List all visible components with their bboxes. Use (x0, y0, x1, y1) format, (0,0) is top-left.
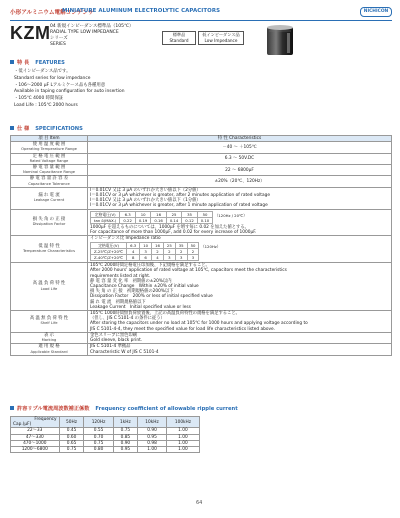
spec-row-marking: 表 示 Marking 金色スリーブに黒色印刷 Gold sleeve, black print. (11, 332, 392, 343)
tan-note-jp: 1000μF を超えるものについては、1000μF を増す毎に 0.02 を加えた値とする。 (90, 224, 249, 230)
spec-row-tan: 損 失 角 の 正 接 Dissipation Factor 定格電圧(V) 6.3 10 16 25 35 50 tan δ(MAX.) 0.22 0.19 0.16 0.14 0.12 0.10 （120Hz / 20℃） 1000μF を超えるものについては、1000μF を増す毎に 0.02 を加えた値とする。 For capacitance of more than 1000μF, add 0.02 for every increase of 1000μF. (11, 209, 392, 235)
header-en-title: MINIATURE ALUMINUM ELECTROLYTIC CAPACITORS (62, 8, 221, 14)
series-name: KZM (10, 23, 51, 43)
specs-heading-jp: 仕 様 (17, 126, 30, 132)
ripple-heading-en: Frequency coefficient of allowable ripple current (95, 406, 238, 412)
spec-row-loadlife: 高 温 負 荷 特 性 Load Life 105℃ 2000時間定格電圧印加後、下記規格を満足すること。 After 2000 hours' application of rated voltage at 105℃, capacitors meet the characteristics requirements listed at right. 静 電 容 量 変 化 率 初期値の±20%以内 Capacitance Change Within ±20% of initial value 損 失 角 の 正 接 初期規格値の200%以下 Dissipation Factor 200% or less of initial specified value 漏 れ 電 流 初期規格値以下 Leakage Current Initial specified value or less (11, 263, 392, 311)
features-list (14, 69, 125, 110)
page-number: 64 (196, 500, 203, 506)
ripple-row: 1200～6800 0.75 0.80 0.95 1.00 1.00 (11, 447, 200, 453)
spec-value: 6.3 ～ 50V.DC (88, 153, 392, 164)
spec-row-standard: 適 用 規 格 Applicable Standard JIS C 5101-4 準拠品 Characteristic W of JIS C 5101-4 (11, 344, 392, 355)
ripple-header-row: Frequency Cap.(μF) 50Hz 120Hz 1kHz 10kHz 100kHz (11, 417, 200, 428)
spec-row-leakage: 漏 れ 電 流 Leakage Current I＝0.01CV 又は 3 μA のいずれか大きい値以下（2分値） I＝0.01CV or 3 μA whichever is greater, after 2 minutes application of rated voltage I＝0.01CV 又は 3 μA のいずれか大きい値以下（1分値） I＝0.01CV or 3 μA whichever is greater, after 1 minute application of rated voltage (11, 187, 392, 209)
ripple-heading-jp: 許容リプル電流周波数補正係数 (17, 406, 90, 412)
square-bullet-icon (10, 126, 14, 130)
specs-heading-en: SPECIFICATIONS (35, 126, 83, 132)
tan-note-en: For capacitance of more than 1000μF, add 0.02 for every increase of 1000μF. (90, 229, 257, 235)
subtitle-line: 04 新規インピーダンス標準品（105℃） (50, 24, 134, 29)
ripple-row: 22～33 0.45 0.55 0.75 0.90 1.00 (11, 428, 200, 434)
spec-value: 22 ～ 6800μF (88, 165, 392, 176)
low-impedance-box-en: Low Impedance (204, 38, 238, 43)
spec-row: 静 電 容 量 許 容 差 Capacitance Tolerance ±20%（20℃、120Hz） (11, 176, 392, 187)
features-heading (10, 60, 65, 67)
spec-table (10, 135, 392, 356)
header-jp-title: 小形アルミニウム電解コンデンサ (10, 10, 94, 16)
features-heading-en: FEATURES (35, 60, 65, 66)
feature-line: Load Life : 105℃ 2000 hours (14, 102, 78, 108)
feature-line: ・106～2000 μF Lアルミケース品も各種用意 (14, 82, 106, 88)
spec-row-shelf: 高 温 無 負 荷 特 性 Shelf Life 105℃ 1000時間無負荷放置後、上記の高温負荷特性の規格を満足すること。 （但し、JIS C 5101-4 の条件に従う） After storing the capacitors under no load at 105℃ for 1000 hours and applying voltage according to JIS C 5101-4-4, they meet the specified value for load life characteristics listed above. (11, 311, 392, 333)
spec-value: －40 ～ ＋105℃ (88, 142, 392, 153)
square-bullet-icon (10, 60, 14, 64)
spec-row: 定 格 電 圧 範 囲 Rated Voltage Range 6.3 ～ 50V.DC (11, 153, 392, 164)
ripple-row: 470～1000 0.65 0.75 0.90 0.98 1.00 (11, 440, 200, 446)
lowtemp-label: インピーダンス比 Impedance ratio (90, 236, 161, 242)
spec-row-lowtemp: 低 温 特 性 Temperature Characteristics インピーダンス比 Impedance ratio 定格電圧(V) 6.3 10 16 25 35 50 Z-25℃/Z+20℃ 4 3 2 2 2 2 Z-40℃/Z+20℃ 8 6 4 3 3 3 （120Hz） (11, 236, 392, 263)
low-impedance-box (198, 31, 244, 45)
standard-box-jp: 標準品 (172, 32, 186, 37)
lowtemp-table: 定格電圧(V) 6.3 10 16 25 35 50 Z-25℃/Z+20℃ 4 3 2 2 2 2 Z-40℃/Z+20℃ 8 6 4 3 3 3 (90, 242, 199, 261)
ripple-table (10, 416, 200, 453)
leakage-line: I＝0.01CV or 3 μA whichever is greater, after 1 minute application of rated voltage (90, 203, 268, 209)
features-heading-jp: 特 長 (17, 60, 30, 66)
feature-line: Available in taping configuration for auto insertion (14, 89, 125, 95)
spec-row: 使 用 温 度 範 囲 Operating Temperature Range －40 ～ ＋105℃ (11, 142, 392, 153)
low-impedance-box-jp: 低インピーダンス品 (202, 32, 240, 37)
feature-line: ・低インピーダンス品です。 (14, 69, 71, 74)
tan-table: 定格電圧(V) 6.3 10 16 25 35 50 tan δ(MAX.) 0.22 0.19 0.16 0.14 0.12 0.10 (90, 211, 213, 224)
standard-box (162, 31, 196, 45)
leakage-line: I＝0.01CV 又は 3 μA のいずれか大きい値以下（1分値） (90, 198, 201, 204)
spec-row: 静 電 容 量 範 囲 Nominal Capacitance Range 22 ～ 6800μF (11, 165, 392, 176)
brand-logo: NICHICON (360, 7, 392, 17)
subtitle-line: シリーズ (50, 36, 68, 41)
leakage-line: I＝0.01CV or 3 μA whichever is greater, after 2 minutes application of rated voltage (90, 193, 270, 199)
square-bullet-icon (10, 406, 14, 410)
ripple-row: 47～330 0.60 0.70 0.85 0.95 1.00 (11, 434, 200, 440)
col-item: 項 目 Item (11, 136, 88, 142)
leakage-line: I＝0.01CV 又は 3 μA のいずれか大きい値以下（2分値） (90, 187, 201, 193)
spec-value: ±20%（20℃、120Hz） (88, 176, 392, 187)
feature-line: Standard series for low impedance (14, 75, 91, 81)
feature-line: ・105℃ 4000 時間保証 (14, 96, 64, 102)
ripple-heading (10, 406, 238, 413)
standard-box-en: Standard (169, 38, 189, 43)
capacitor-photo (265, 24, 295, 58)
series-subtitle (50, 24, 134, 48)
lowtemp-freq-note: （120Hz） (200, 244, 221, 250)
tan-freq-note: （120Hz / 20℃） (214, 212, 248, 218)
page-header (10, 8, 392, 21)
subtitle-line: RADIAL TYPE LOW IMPEDANCE (50, 30, 119, 35)
subtitle-line: SERIES (50, 42, 66, 47)
col-characteristics: 特 性 Characteristics (88, 136, 392, 142)
specs-heading (10, 126, 83, 133)
